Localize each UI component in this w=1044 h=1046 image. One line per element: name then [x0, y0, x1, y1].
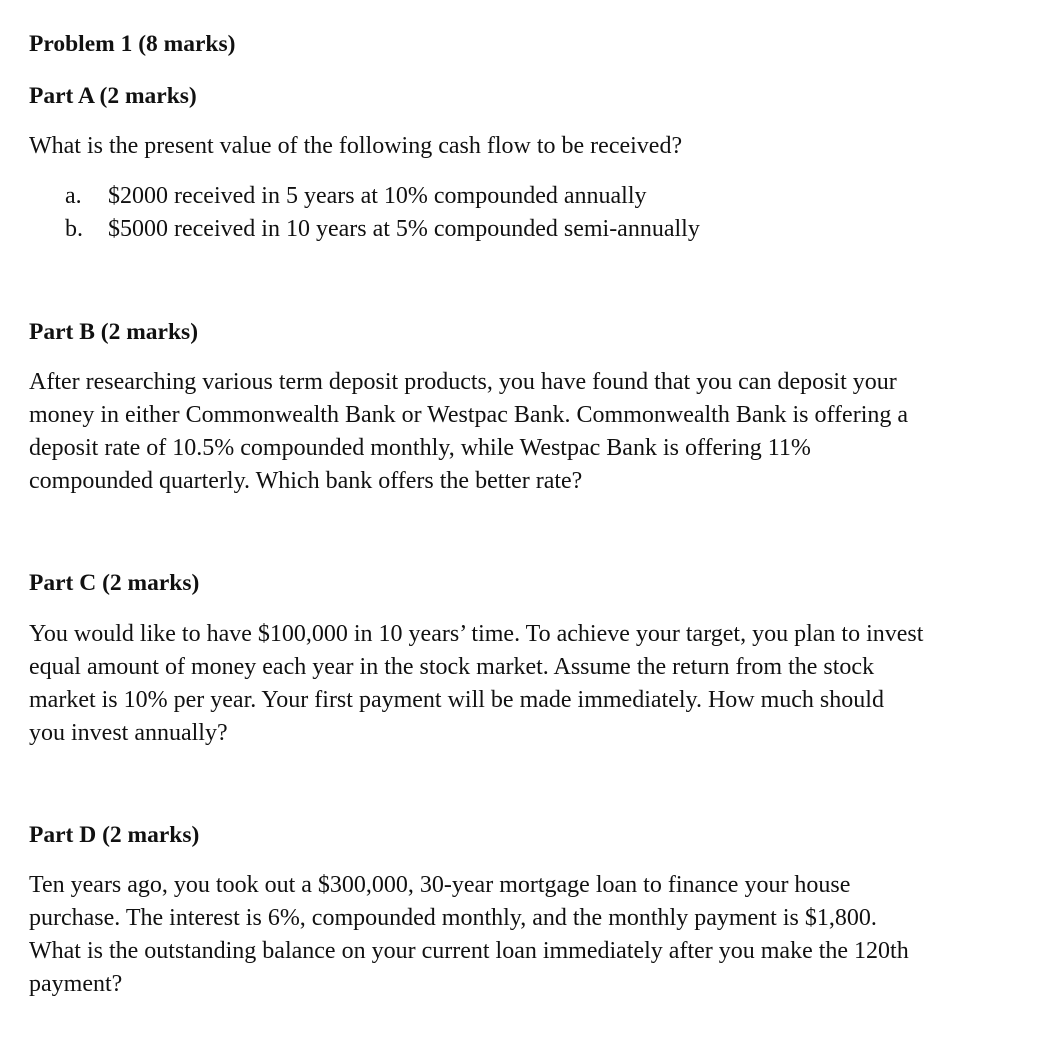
- part-d-line: purchase. The interest is 6%, compounded monthly, and the monthly payment is $1,800.: [29, 905, 877, 931]
- part-d-heading: Part D (2 marks): [29, 822, 200, 848]
- list-item-text: $2000 received in 5 years at 10% compounded annually: [108, 183, 647, 209]
- list-item-text: $5000 received in 10 years at 5% compounded semi-annually: [108, 216, 700, 242]
- list-marker: a.: [65, 183, 82, 209]
- part-b-line: compounded quarterly. Which bank offers the better rate?: [29, 468, 583, 494]
- part-d-line: What is the outstanding balance on your current loan immediately after you make the 120th: [29, 938, 909, 964]
- part-d-line: payment?: [29, 971, 123, 997]
- part-b-heading: Part B (2 marks): [29, 319, 199, 345]
- part-c-line: market is 10% per year. Your first payment will be made immediately. How much should: [29, 687, 884, 713]
- part-a-heading: Part A (2 marks): [29, 83, 197, 109]
- part-d-line: Ten years ago, you took out a $300,000, 30-year mortgage loan to finance your house: [29, 872, 851, 898]
- part-b-line: After researching various term deposit products, you have found that you can deposit your: [29, 369, 897, 395]
- part-c-heading: Part C (2 marks): [29, 570, 200, 596]
- problem-title: Problem 1 (8 marks): [29, 31, 236, 57]
- part-b-line: money in either Commonwealth Bank or Westpac Bank. Commonwealth Bank is offering a: [29, 402, 909, 428]
- part-c-line: equal amount of money each year in the stock market. Assume the return from the stock: [29, 654, 875, 680]
- part-c-line: You would like to have $100,000 in 10 years’ time. To achieve your target, you plan to invest: [29, 621, 924, 647]
- list-marker: b.: [65, 216, 83, 242]
- part-a-question: What is the present value of the following cash flow to be received?: [29, 133, 683, 159]
- part-c-line: you invest annually?: [29, 720, 228, 746]
- part-b-line: deposit rate of 10.5% compounded monthly, while Westpac Bank is offering 11%: [29, 435, 811, 461]
